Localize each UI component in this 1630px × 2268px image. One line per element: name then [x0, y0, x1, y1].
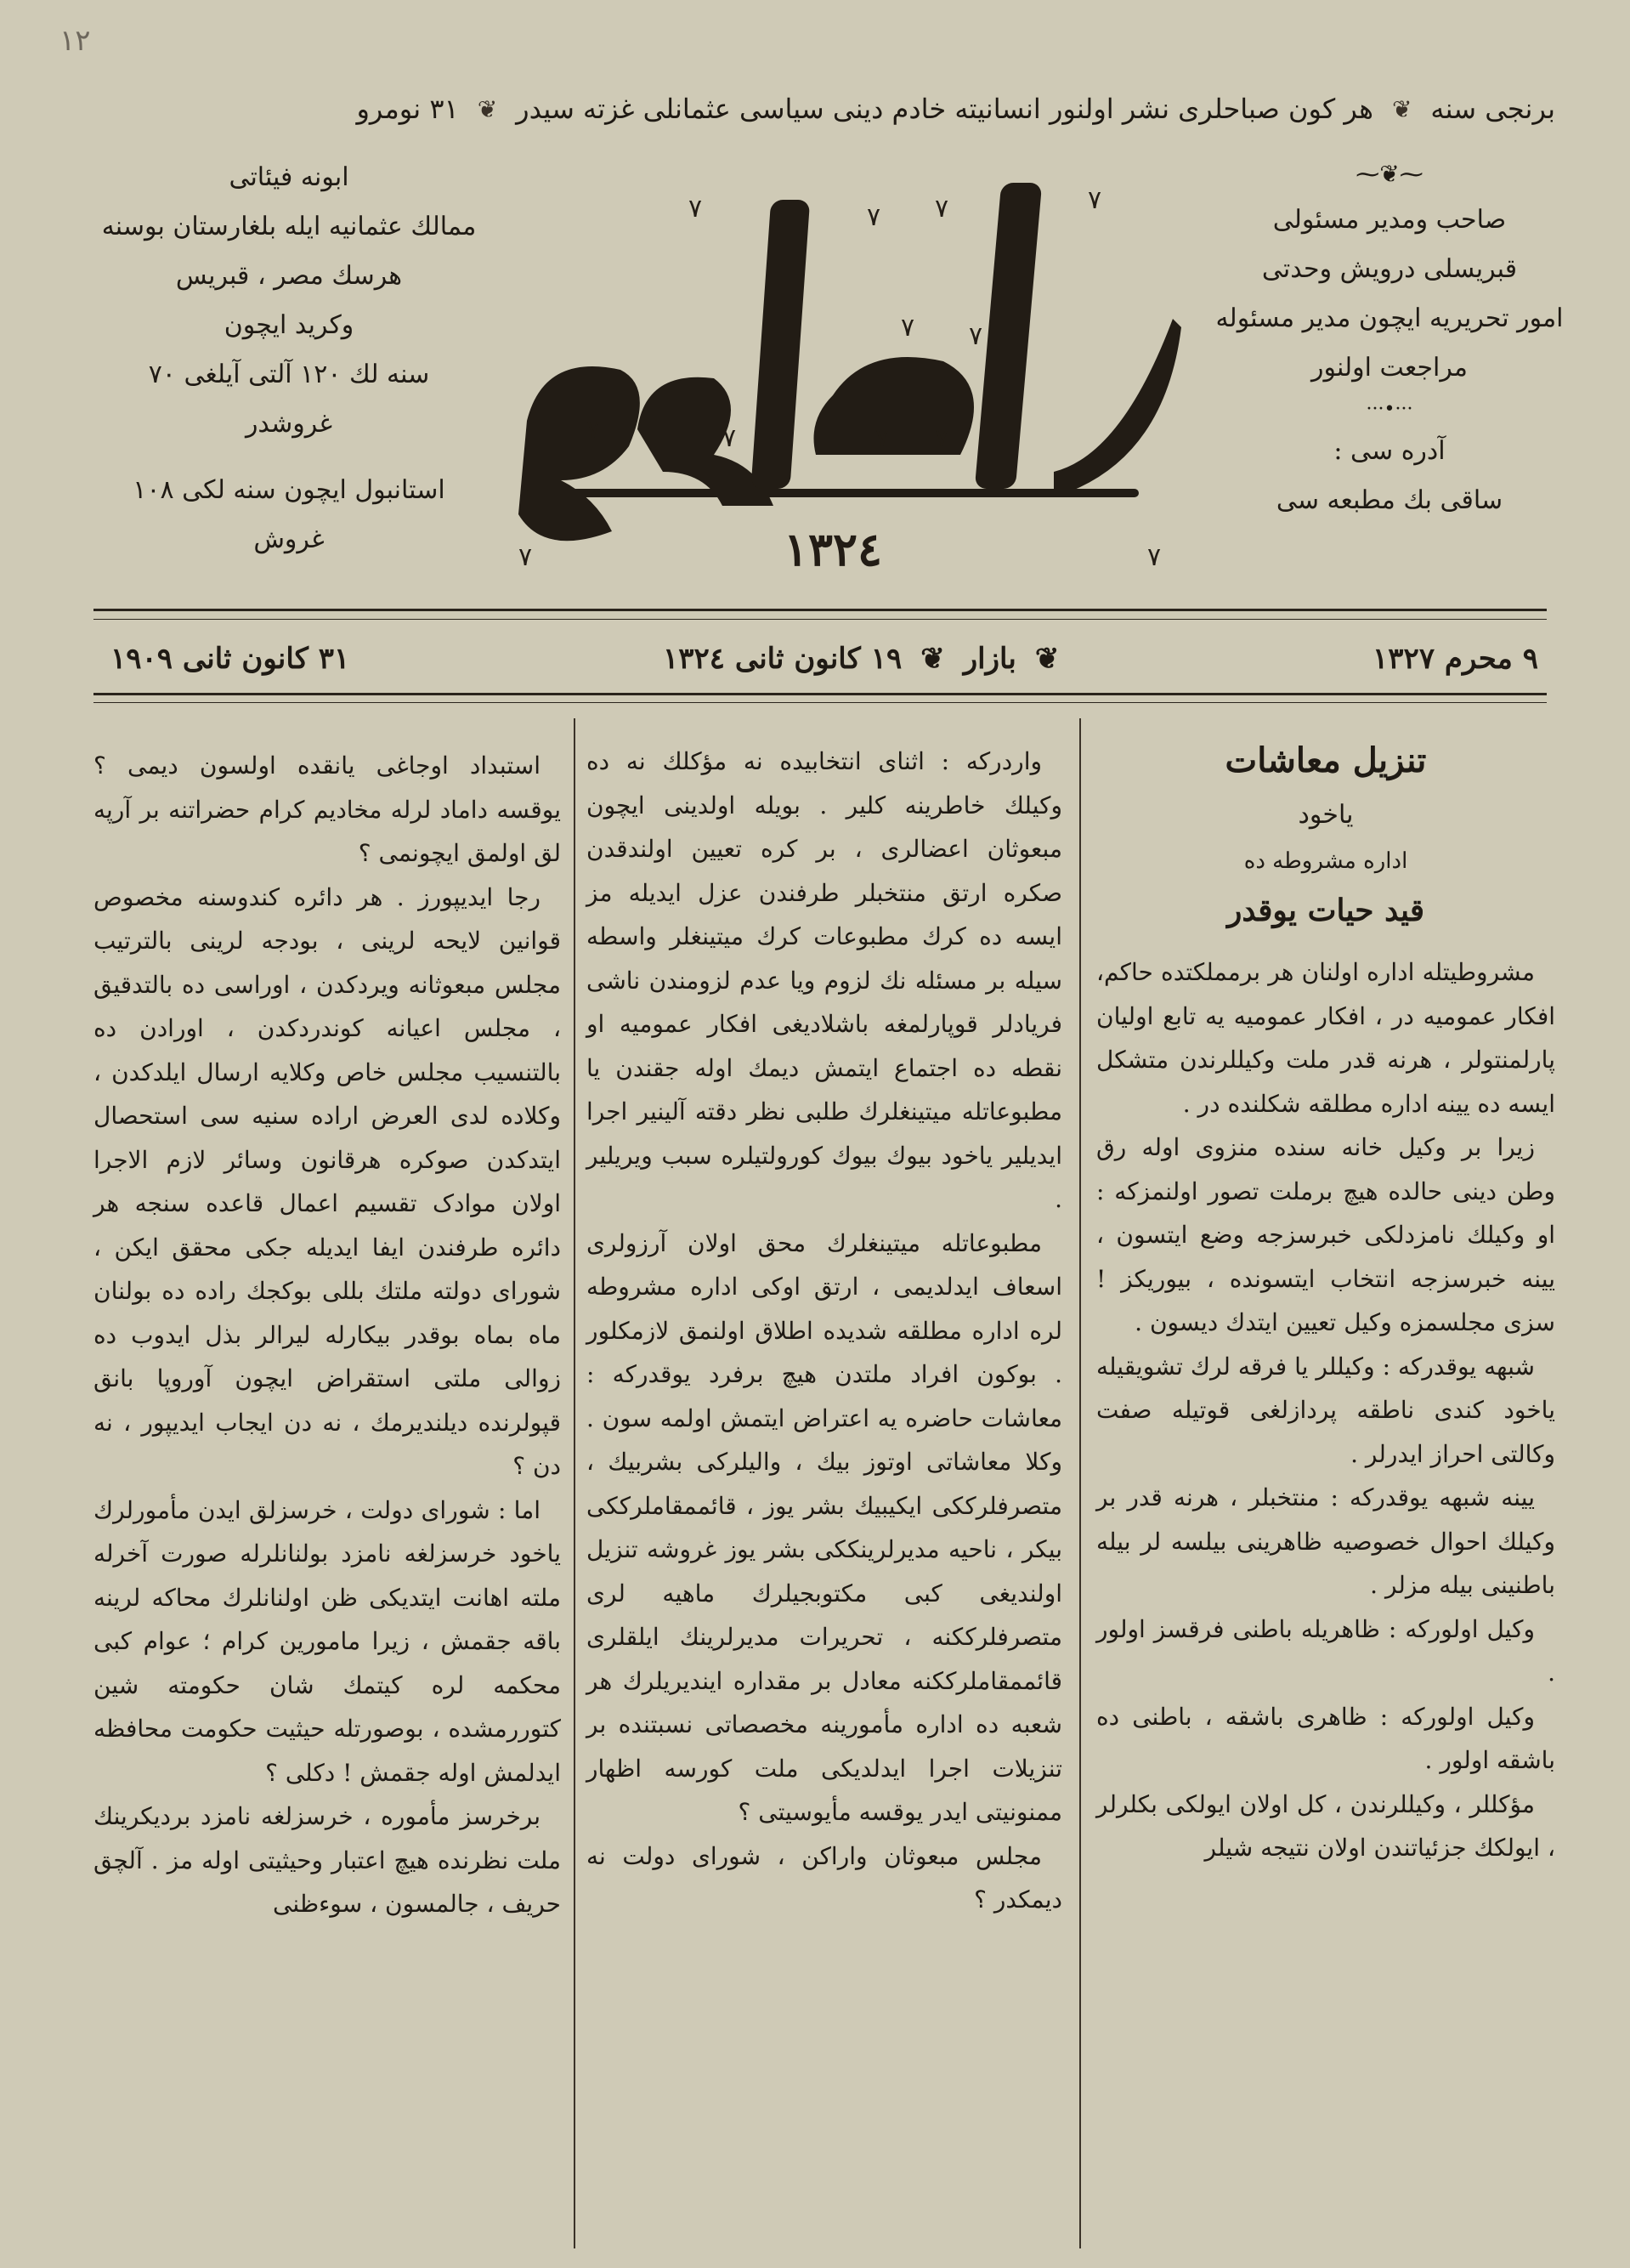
column-divider — [574, 718, 575, 2248]
calligraphy-diacritic: ٧ — [586, 415, 601, 445]
article-paragraph: واردرکه : اثنای انتخابیده نه مؤکلك نه ده وکیلك خاطرینه کلیر . بویله اولدینی ایچون مبعوثان اعضالری ، بر کره تعیین اولندقدن صکره ارتق منتخبلر طرفندن عزل ایدیله مز ایسه ده کرك مطبوعات کرك میتینغلر واسطه سیله بر مسئله نك لزوم ویا عدم لزومندن ناشی فریادلر قوپارلمغه باشلادیغی افکار عمومیه او نقطه ده اجتماع ایتمش دیمك اوله جقندن یا مطبوعاتله میتینغلرك طلبی نظر دقته آلینیر اجرا ایدیلیر یاخود بیوك بیوك کورولتیلره سبب ویریلیر . — [586, 747, 1062, 1213]
article-paragraph: شبهه یوقدركه : وکیللر یا فرقه لرك تشویقیله یاخود كندی ناطقه پردازلغی قوتیله صفت وکالتی احراز ایدرلر . — [1096, 1352, 1555, 1468]
dateline — [110, 633, 1538, 684]
calligraphy-stroke — [975, 183, 1042, 489]
article-subtitle: اداره مشروطه ده — [1243, 848, 1408, 874]
article-paragraph: وکیل اولورکه : ظاهریله باطنی فرقسز اولور . — [1096, 1614, 1555, 1687]
article-paragraph: اما : شورای دولت ، خرسزلق ایدن مأمورلرك یاخود خرسزلغه نامزد بولنانلرله صورت آخرله ملته اهانت ایتدیکی ظن اولنانلرك محاکه لرینه باقه جقمش ، زیرا مامورین کرام ؛ عوام کبی محکمه لره کیتمك شان حکومته شین کتوررمشده ، بوصورتله حیثیت حکومت محافظه ایدلمش اوله جقمش ! دکلی ؟ — [93, 1495, 561, 1787]
masthead-title: وولقان — [831, 595, 835, 596]
ornament-icon: ❦ — [1391, 94, 1412, 123]
header-line: قبریسلی درویش وحدتی — [1261, 254, 1518, 284]
hijri-date: ٩ محرم ١٣٢٧ — [1372, 642, 1538, 676]
header-line: غروش — [253, 524, 325, 554]
article-paragraph: مطبوعاتله میتینغلرك محق اولان آرزولری اسعاف ایدلدیمی ، ارتق اوکی اداره مشروطه لره اداره مطلقه شدیده اطلاق اولنمق لازمکلور . بوکون افراد ملتدن هیچ برفرد یوقدرکه : معاشات حاضره یه اعتراض ایتمش اولمه سون . وکلا معاشاتی اوتوز بیك ، والیلرکی بشربیك ، متصرفلرککی ایکیبیك بشر یوز ، قائممقاملرککی بیکر ، ناحیه مدیرلرینككی بشر یوز غروشه تنزیل اولندیغی کبی مکتوبجیلرك ماهیه لری متصرفلرککنه ، تحریرات مدیرلرینك ایلقلری قائممقاملرککنه معادل بر مقداره ایندیریلرك هر شعبه ده اداره مأمورینه مخصصاتی نسبتنده بر تنزیلات اجرا ایدلدیکی ملت کورسه اظهار ممنونیتی ایدر یوقسه مأیوسیتی ؟ — [586, 1228, 1062, 1826]
article-paragraph: برخرسز مأموره ، خرسزلغه نامزد بردیکرینك ملت نظرنده هیچ اعتبار وحیثیتی اوله مز . آلچق حریف ، جالمسون ، سوءظنی — [93, 1802, 561, 1918]
article-paragraph: زیرا بر وکیل خانه سنده منزوی اوله رق وطن دینی حالده هیچ برملت تصور اولنمزکه : او وکیلك نامزدلکی خبرسزجه وضع ایتسون ، یینه خبرسزجه انتخاب ایتسونده ، بیوریکز ! سزی مجلسمزه وکیل تعیین ایتدك دیسون . — [1096, 1133, 1555, 1336]
calligraphy-diacritic: ٧ — [935, 194, 949, 224]
rumi-date: ١٩ كانون ثانی ١٣٢٤ — [662, 642, 903, 676]
article-middle — [586, 740, 1062, 1922]
calligraphy-diacritic: ٧ — [935, 423, 949, 453]
header-line: سنه لك ١٢٠ آلتی آیلغی ٧٠ — [148, 360, 430, 389]
gregorian-date: ٣١ كانون ثانی ١٩٠٩ — [110, 642, 350, 676]
dateline-rule — [93, 693, 1547, 695]
calligraphy-stroke — [814, 357, 975, 455]
article-subtitle: یاخود — [1298, 800, 1354, 830]
issue-number: ٣١ نومرو — [356, 93, 459, 125]
header-line: آدره سی : — [1333, 436, 1446, 466]
page-number: ١٢ — [59, 24, 91, 58]
masthead — [493, 166, 1190, 599]
article-paragraph: رجا ایدیپورز . هر دائره کندوسنه مخصوص قوانین لایحه لرینی ، بودجه لرینی بالترتیب مجلس مبعوثانه ویردکدن ، اوراسی ده بالتدقیق ، مجلس اعیانه کوندردکدن ، اورادن ده بالتنسیب مجلس خاص وکلایه ارسال ایلدکدن ، وکلاده لدی العرض اراده سنیه سی استحصال ایتدکدن صوکره هرقانون وسائر لازم الاجرا اولان موادک تقسیم اعمال قاعده سنجه هر دائره طرفندن ایفا ایدیله جکی محقق ایکن ، شورای دولته ملتك بللی بوکجك راده ده بولنان ماه بماه بوقدر بیکارله لیرالر بذل ایدوب ده زوالی ملتی استقراض ایچون آوروپا بانق قپولرنده دیلندیرمك ، نه دن ایجاب ایدیپور ، نه دن ؟ — [93, 882, 561, 1480]
calligraphy-diacritic: ٧ — [875, 423, 890, 453]
calligraphy-stroke — [527, 489, 1139, 497]
header-right — [1207, 153, 1572, 612]
masthead-calligraphy — [493, 166, 1190, 599]
dateline-rule — [93, 702, 1547, 703]
article-paragraph: مجلس مبعوثان واراکن ، شورای دولت نه دیمکدر ؟ — [586, 1841, 1062, 1914]
calligraphy-diacritic: ٧ — [901, 313, 915, 343]
article-subtitle: قید حیات یوقدر — [1226, 893, 1425, 928]
article-paragraph: مؤکللر ، وکیللرندن ، کل اولان ایولکی بکلرلر ، ایولکك جزئیاتندن اولان نتیجه شیلر — [1096, 1789, 1555, 1862]
header-line: ابونه فیئاتی — [229, 162, 349, 192]
calligraphy-diacritic: ٧ — [518, 542, 533, 572]
ornament-icon: ❦ — [477, 94, 498, 123]
header-line: مراجعت اولنور — [1311, 353, 1468, 383]
header-line: صاحب ومدیر مسئولی — [1272, 205, 1507, 235]
calligraphy-diacritic: ٧ — [1147, 542, 1162, 572]
calligraphy-diacritic: ٧ — [1088, 185, 1102, 215]
article-paragraph: مشروطیتله اداره اولنان هر برمملكتده حاکم، افکار عمومیه در ، افکار عمومیه یه تابع اولیان پارلمنتولر ، هرنه قدر ملت وکیللرندن متشکل ایسه ده یینه اداره مطلقه شکلنده در . — [1096, 958, 1555, 1118]
article-left — [93, 744, 561, 1926]
header-line: غروشدر — [245, 409, 333, 439]
year-label: برنجی سنه — [1430, 93, 1555, 125]
column-divider — [1079, 718, 1081, 2248]
article-title: تنزیل معاشات — [1225, 740, 1427, 780]
header-line: ممالك عثمانیه ایله بلغارستان بوسنه — [101, 212, 477, 241]
weekday: بازار — [963, 642, 1016, 676]
article-paragraph: وکیل اولورکه : ظاهری باشقه ، باطنی ده باشقه اولور . — [1096, 1702, 1555, 1774]
ornament-icon: ❦ — [1034, 642, 1060, 676]
calligraphy-stroke — [1054, 319, 1181, 497]
ornament-icon: ❦ — [920, 642, 945, 676]
header-line: ساقی بك مطبعه سی — [1276, 485, 1503, 515]
masthead-year: ١٣٢٤ — [783, 522, 883, 576]
header-line: هرسك مصر ، قبریس — [175, 261, 403, 291]
header-left — [93, 153, 484, 612]
header-line: وكرید ایچون — [224, 310, 354, 340]
ornament-icon: ···•··· — [1366, 399, 1413, 420]
calligraphy-diacritic: ٧ — [722, 423, 737, 453]
calligraphy-stroke — [518, 366, 640, 541]
article-paragraph: استبداد اوجاغی یانقده اولسون دیمی ؟ یوقسه داماد لرله مخادیم کرام حضراتنه بر آرپه لق اولمق ایچونمی ؟ — [93, 751, 561, 867]
header-line: امور تحریریه ایچون مدیر مسئوله — [1215, 303, 1564, 333]
article-paragraph: یینه شبهه یوقدركه : منتخبلر ، هرنه قدر بر وکیلك احوال خصوصیه ظاهرینی بیلسه لر بیله باطنینی بیله مزلر . — [1096, 1483, 1555, 1599]
calligraphy-stroke — [637, 377, 773, 506]
calligraphy-diacritic: ٧ — [688, 194, 703, 224]
newspaper-description: هر کون صباحلری نشر اولنور انسانیته خادم دینی سیاسی عثمانلی غزته سیدر — [516, 93, 1373, 125]
article-right — [1096, 731, 1555, 1870]
ornament-icon: ⁓❦⁓ — [1356, 160, 1423, 188]
calligraphy-stroke — [750, 200, 810, 489]
top-line — [204, 83, 1555, 134]
header-rule — [93, 609, 1547, 611]
dateline-center — [663, 642, 1059, 676]
calligraphy-diacritic: ٧ — [867, 202, 881, 232]
header-line: استانبول ایچون سنه لكی ١٠٨ — [133, 475, 445, 505]
header-rule — [93, 619, 1547, 620]
calligraphy-diacritic: ٧ — [969, 321, 983, 351]
